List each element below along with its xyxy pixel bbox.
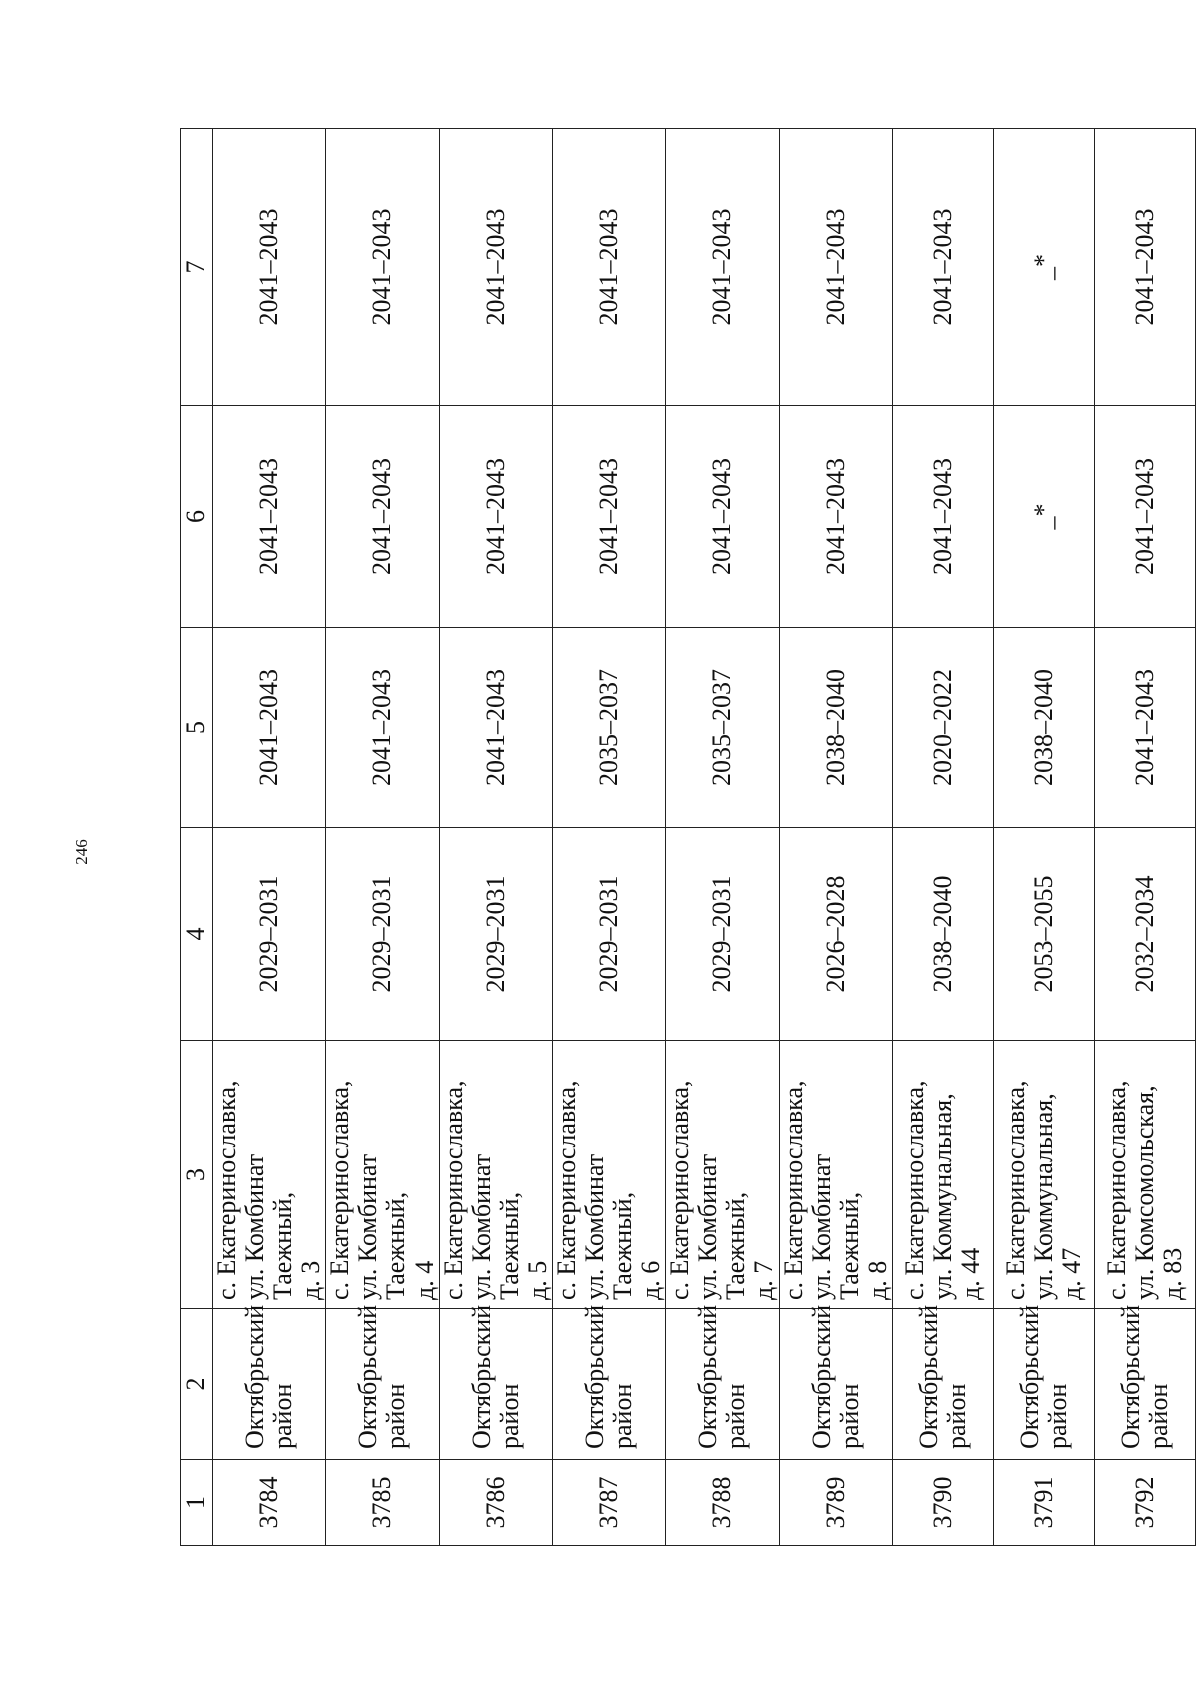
table-row <box>666 129 779 1546</box>
col-header-4: 4 <box>181 828 213 1041</box>
col-header-3: 3 <box>181 1041 213 1309</box>
period-cell-7: 2041–2043 <box>1094 129 1195 406</box>
address-line: с. Екатеринославка, <box>665 1080 695 1300</box>
period-cell-6: 2041–2043 <box>326 406 439 628</box>
period-cell-6: 2041–2043 <box>779 406 892 628</box>
row-number-cell: 3784 <box>213 1460 326 1546</box>
address-cell <box>213 1041 326 1309</box>
address-line: ул. Комбинат Таежный, <box>353 1153 411 1300</box>
table-row <box>892 129 993 1546</box>
address-line: ул. Коммунальная, <box>927 1093 957 1300</box>
district-cell: Октябрьский район <box>1094 1309 1195 1460</box>
district-cell: Октябрьский район <box>552 1309 665 1460</box>
data-table <box>180 128 1196 1546</box>
header-row <box>181 129 213 1546</box>
address-cell <box>552 1041 665 1309</box>
period-cell-5: 2020–2022 <box>892 628 993 828</box>
district-cell: Октябрьский район <box>326 1309 439 1460</box>
period-cell-7: 2041–2043 <box>892 129 993 406</box>
address-line: д. 5 <box>522 1260 552 1300</box>
row-number-cell: 3787 <box>552 1460 665 1546</box>
period-cell-5: 2038–2040 <box>779 628 892 828</box>
period-cell-4: 2029–2031 <box>439 828 552 1041</box>
address-line: ул. Комбинат Таежный, <box>806 1153 864 1300</box>
address-line: ул. Комбинат Таежный, <box>693 1153 751 1300</box>
address-cell <box>779 1041 892 1309</box>
period-cell-4: 2038–2040 <box>892 828 993 1041</box>
table-row <box>213 129 326 1546</box>
address-cell <box>666 1041 779 1309</box>
period-cell-4: 2053–2055 <box>993 828 1094 1041</box>
district-cell: Октябрьский район <box>666 1309 779 1460</box>
period-cell-7: 2041–2043 <box>326 129 439 406</box>
period-cell-6: 2041–2043 <box>552 406 665 628</box>
rotated-table-frame <box>180 129 1187 1546</box>
address-cell <box>439 1041 552 1309</box>
address-line: с. Екатеринославка, <box>899 1080 929 1300</box>
col-header-5: 5 <box>181 628 213 828</box>
address-cell <box>892 1041 993 1309</box>
period-cell-5: 2041–2043 <box>213 628 326 828</box>
address-line: ул. Комбинат Таежный, <box>580 1153 638 1300</box>
address-line: д. 47 <box>1056 1247 1086 1300</box>
address-line: с. Екатеринославка, <box>438 1080 468 1300</box>
period-cell-6: 2041–2043 <box>439 406 552 628</box>
address-line: д. 6 <box>636 1260 666 1300</box>
period-cell-6: 2041–2043 <box>213 406 326 628</box>
address-line: ул. Комбинат Таежный, <box>240 1153 298 1300</box>
table-row <box>439 129 552 1546</box>
row-number-cell: 3788 <box>666 1460 779 1546</box>
period-cell-6: _* <box>993 406 1094 628</box>
district-cell: Октябрьский район <box>892 1309 993 1460</box>
address-line: с. Екатеринославка, <box>551 1080 581 1300</box>
period-cell-4: 2032–2034 <box>1094 828 1195 1041</box>
table-row <box>993 129 1094 1546</box>
rotated-table-inner <box>180 129 1187 1546</box>
period-cell-7: 2041–2043 <box>552 129 665 406</box>
table-row <box>779 129 892 1546</box>
address-line: с. Екатеринославка, <box>325 1080 355 1300</box>
period-cell-4: 2029–2031 <box>326 828 439 1041</box>
period-cell-6: 2041–2043 <box>1094 406 1195 628</box>
period-cell-6: 2041–2043 <box>892 406 993 628</box>
row-number-cell: 3792 <box>1094 1460 1195 1546</box>
period-cell-6: 2041–2043 <box>666 406 779 628</box>
address-cell <box>326 1041 439 1309</box>
page-number: 246 <box>72 839 91 865</box>
table-row <box>552 129 665 1546</box>
address-line: д. 7 <box>749 1260 779 1300</box>
period-cell-7: 2041–2043 <box>213 129 326 406</box>
period-cell-7: 2041–2043 <box>779 129 892 406</box>
district-cell: Октябрьский район <box>779 1309 892 1460</box>
table-row <box>1094 129 1195 1546</box>
col-header-2: 2 <box>181 1309 213 1460</box>
period-cell-5: 2038–2040 <box>993 628 1094 828</box>
row-number-cell: 3789 <box>779 1460 892 1546</box>
address-line: д. 8 <box>862 1260 892 1300</box>
period-cell-4: 2029–2031 <box>213 828 326 1041</box>
address-line: ул. Комбинат Таежный, <box>466 1153 524 1300</box>
period-cell-7: 2041–2043 <box>439 129 552 406</box>
period-cell-7: 2041–2043 <box>666 129 779 406</box>
address-line: с. Екатеринославка, <box>1000 1080 1030 1300</box>
table-row <box>326 129 439 1546</box>
col-header-1: 1 <box>181 1460 213 1546</box>
period-cell-4: 2029–2031 <box>552 828 665 1041</box>
table-body <box>213 129 1196 1546</box>
district-cell: Октябрьский район <box>213 1309 326 1460</box>
address-line: д. 4 <box>409 1260 439 1300</box>
row-number-cell: 3786 <box>439 1460 552 1546</box>
period-cell-5: 2035–2037 <box>552 628 665 828</box>
address-cell <box>993 1041 1094 1309</box>
period-cell-4: 2026–2028 <box>779 828 892 1041</box>
period-cell-5: 2041–2043 <box>439 628 552 828</box>
address-line: ул. Коммунальная, <box>1028 1093 1058 1300</box>
col-header-7: 7 <box>181 129 213 406</box>
row-number-cell: 3791 <box>993 1460 1094 1546</box>
address-line: д. 44 <box>955 1247 985 1300</box>
row-number-cell: 3785 <box>326 1460 439 1546</box>
address-line: с. Екатеринославка, <box>1101 1080 1131 1300</box>
address-line: с. Екатеринославка, <box>212 1080 241 1300</box>
address-line: д. 83 <box>1157 1247 1187 1300</box>
row-number-cell: 3790 <box>892 1460 993 1546</box>
period-cell-5: 2035–2037 <box>666 628 779 828</box>
address-line: ул. Комсомольская, <box>1129 1085 1159 1300</box>
col-header-6: 6 <box>181 406 213 628</box>
period-cell-5: 2041–2043 <box>326 628 439 828</box>
period-cell-7: _* <box>993 129 1094 406</box>
district-cell: Октябрьский район <box>993 1309 1094 1460</box>
district-cell: Октябрьский район <box>439 1309 552 1460</box>
address-line: д. 3 <box>296 1260 326 1300</box>
period-cell-4: 2029–2031 <box>666 828 779 1041</box>
address-line: с. Екатеринославка, <box>778 1080 808 1300</box>
period-cell-5: 2041–2043 <box>1094 628 1195 828</box>
address-cell <box>1094 1041 1195 1309</box>
